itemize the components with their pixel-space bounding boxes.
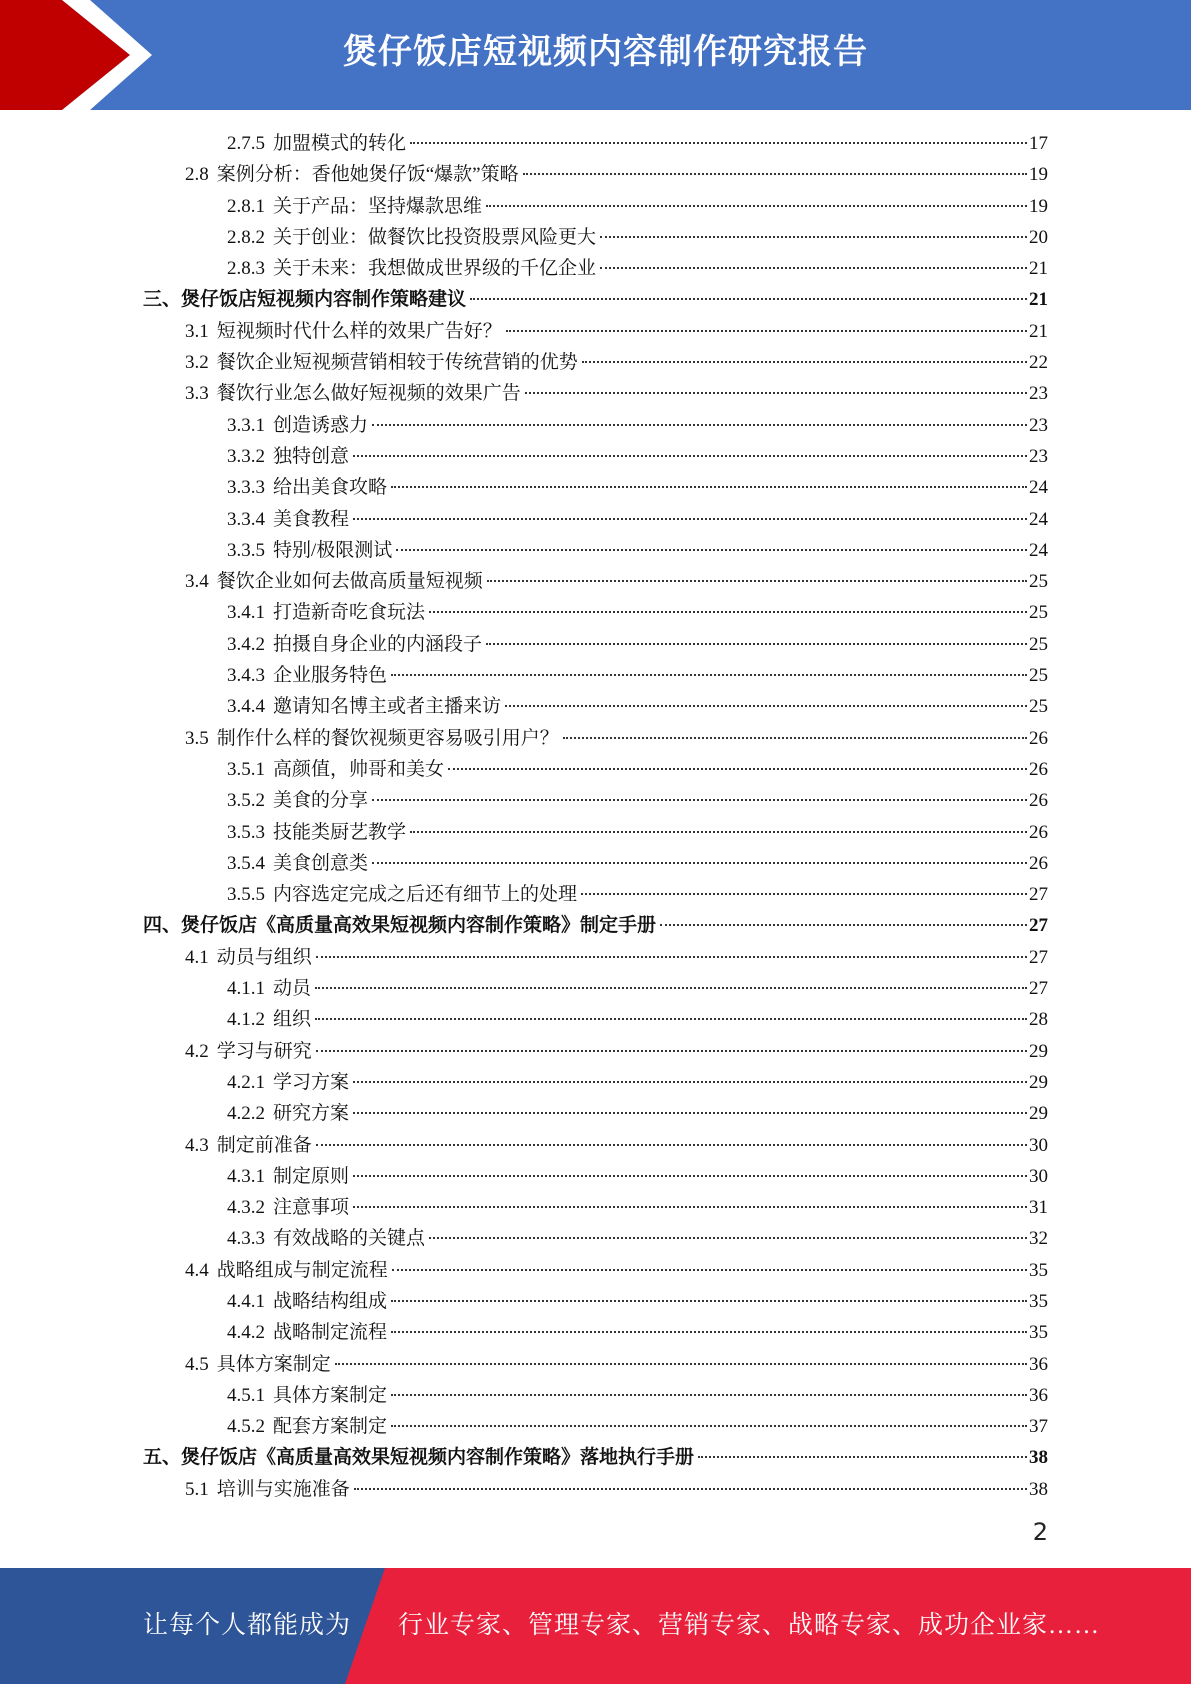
- toc-entry[interactable]: [143, 1161, 1048, 1192]
- toc-entry-number: 3.5: [185, 727, 209, 749]
- toc-entry-title: 培训与实施准备: [216, 1478, 350, 1500]
- footer-roles: 行业专家、管理专家、营销专家、战略专家、成功企业家……: [398, 1612, 1101, 1639]
- toc-entry-page: 17: [1029, 133, 1048, 154]
- toc-dot-leader: [353, 455, 1027, 457]
- toc-entry[interactable]: [143, 159, 1048, 190]
- toc-entry[interactable]: [143, 410, 1048, 441]
- toc-entry-page: 27: [1029, 915, 1048, 937]
- toc-entry-title: 邀请知名博主或者主播来访: [273, 696, 502, 718]
- toc-entry[interactable]: [143, 629, 1048, 660]
- toc-entry-title: 美食教程: [273, 508, 350, 530]
- toc-entry-page: 26: [1029, 852, 1048, 874]
- toc-dot-leader: [506, 330, 1027, 332]
- toc-dot-leader: [525, 392, 1027, 394]
- toc-entry-text: [227, 253, 596, 284]
- toc-entry-page: 36: [1029, 1384, 1048, 1406]
- toc-entry-title: 制作什么样的餐饮视频更容易吸引用户？: [216, 727, 559, 749]
- toc-entry-number: 3.4.2: [227, 633, 265, 655]
- toc-entry-number: 3.3.1: [227, 414, 265, 436]
- footer-slogan: 让每个人都能成为: [143, 1612, 352, 1639]
- toc-entry[interactable]: [143, 1223, 1048, 1254]
- toc-entry-page: 26: [1029, 727, 1048, 749]
- toc-entry-text: [227, 222, 596, 253]
- toc-entry-text: [227, 754, 444, 785]
- toc-entry-text: [227, 973, 311, 1004]
- toc-entry-text: [227, 1411, 387, 1442]
- toc-entry-number: 4.4.2: [227, 1322, 265, 1344]
- toc-entry[interactable]: [143, 128, 1048, 159]
- toc-entry[interactable]: [143, 754, 1048, 785]
- toc-entry[interactable]: [143, 942, 1048, 973]
- toc-dot-leader: [372, 862, 1027, 864]
- toc-dot-leader: [353, 1081, 1027, 1083]
- toc-entry-title: 具体方案制定: [216, 1353, 331, 1375]
- toc-dot-leader: [391, 1331, 1027, 1333]
- toc-dot-leader: [316, 1050, 1027, 1052]
- toc-entry[interactable]: [143, 1380, 1048, 1411]
- toc-entry[interactable]: [143, 191, 1048, 222]
- toc-entry-number: 3.1: [185, 320, 209, 342]
- toc-entry-number: 4.4.1: [227, 1290, 265, 1312]
- toc-entry-text: [227, 1067, 349, 1098]
- toc-entry-text: [227, 817, 406, 848]
- toc-dot-leader: [563, 737, 1027, 739]
- toc-entry-title: 美食的分享: [273, 790, 369, 812]
- toc-entry-number: 2.7.5: [227, 133, 265, 154]
- toc-entry[interactable]: [143, 785, 1048, 816]
- toc-entry-page: 21: [1029, 258, 1048, 280]
- toc-entry-page: 25: [1029, 665, 1048, 687]
- toc-entry[interactable]: [143, 347, 1048, 378]
- toc-entry-text: [227, 504, 349, 535]
- toc-entry-number: 3.3.5: [227, 539, 265, 561]
- toc-entry-page: 29: [1029, 1071, 1048, 1093]
- toc-entry-title: 具体方案制定: [273, 1384, 388, 1406]
- toc-dot-leader: [582, 361, 1027, 363]
- toc-dot-leader: [372, 799, 1027, 801]
- toc-dot-leader: [391, 674, 1027, 676]
- toc-entry-title: 企业服务特色: [273, 665, 388, 687]
- toc-entry-number: 3.4: [185, 571, 209, 593]
- toc-entry-text: [227, 785, 368, 816]
- toc-entry-number: 3.4.1: [227, 602, 265, 624]
- toc-dot-leader: [315, 1018, 1027, 1020]
- toc-entry-number: 2.8.1: [227, 195, 265, 217]
- toc-entry-number: 5.1: [185, 1478, 209, 1500]
- toc-dot-leader: [410, 142, 1027, 144]
- toc-entry[interactable]: [143, 660, 1048, 691]
- toc-entry-title: 动员: [273, 978, 312, 1000]
- toc-entry-title: 案例分析：香他她煲仔饭“爆款”策略: [216, 164, 519, 186]
- toc-dot-leader: [505, 705, 1027, 707]
- toc-entry-page: 25: [1029, 633, 1048, 655]
- toc-entry[interactable]: [143, 1474, 1048, 1505]
- toc-entry-number: 4.1.2: [227, 1009, 265, 1031]
- toc-dot-leader: [486, 643, 1027, 645]
- toc-dot-leader: [600, 236, 1027, 238]
- toc-entry-page: 19: [1029, 195, 1048, 217]
- toc-entry-number: 4.3: [185, 1134, 209, 1156]
- toc-entry-text: [185, 159, 519, 190]
- toc-dot-leader: [487, 580, 1027, 582]
- toc-entry-number: 4.3.2: [227, 1197, 265, 1219]
- toc-entry-title: 拍摄自身企业的内涵段子: [273, 633, 483, 655]
- toc-entry-page: 32: [1029, 1228, 1048, 1250]
- toc-dot-leader: [660, 924, 1027, 926]
- toc-dot-leader: [353, 518, 1027, 520]
- toc-entry-page: 21: [1029, 320, 1048, 342]
- toc-entry-title: 餐饮行业怎么做好短视频的效果广告: [216, 383, 521, 405]
- toc-entry-text: [227, 691, 501, 722]
- toc-entry[interactable]: [143, 504, 1048, 535]
- toc-entry-number: 4.5: [185, 1353, 209, 1375]
- toc-entry-page: 21: [1029, 289, 1048, 311]
- toc-entry-text: [227, 410, 368, 441]
- toc-entry[interactable]: [143, 1098, 1048, 1129]
- toc-entry-title: 注意事项: [273, 1197, 350, 1219]
- toc-entry[interactable]: [143, 1442, 1048, 1473]
- toc-entry-page: 26: [1029, 821, 1048, 843]
- toc-dot-leader: [354, 1488, 1027, 1490]
- toc-entry-text: [227, 191, 482, 222]
- toc-entry-text: [227, 128, 406, 159]
- toc-entry[interactable]: [143, 1349, 1048, 1380]
- toc-entry-title: 战略组成与制定流程: [216, 1259, 388, 1281]
- toc-entry-text: [185, 378, 521, 409]
- toc-entry-page: 23: [1029, 445, 1048, 467]
- toc-entry-page: 35: [1029, 1259, 1048, 1281]
- toc-dot-leader: [391, 1394, 1027, 1396]
- toc-entry-title: 独特创意: [273, 445, 350, 467]
- toc-entry-number: 2.8.2: [227, 226, 265, 248]
- toc-entry[interactable]: [143, 378, 1048, 409]
- toc-entry-text: [227, 660, 387, 691]
- toc-entry[interactable]: [143, 316, 1048, 347]
- toc-entry-text: [227, 1192, 349, 1223]
- toc-entry-page: 37: [1029, 1416, 1048, 1438]
- document-title: 煲仔饭店短视频内容制作研究报告: [343, 32, 868, 72]
- toc-entry-text: [227, 472, 387, 503]
- toc-dot-leader: [486, 205, 1027, 207]
- toc-entry-text: [227, 597, 425, 628]
- toc-entry[interactable]: [143, 879, 1048, 910]
- toc-entry-number: 4.2: [185, 1040, 209, 1062]
- toc-entry-page: 29: [1029, 1103, 1048, 1125]
- toc-entry-title: 创造诱惑力: [273, 414, 369, 436]
- page-number: 2: [1032, 1518, 1048, 1546]
- toc-entry-page: 27: [1029, 978, 1048, 1000]
- toc-entry-text: [185, 1349, 331, 1380]
- toc-entry-title: 关于创业：做餐饮比投资股票风险更大: [273, 226, 597, 248]
- toc-entry-text: [185, 316, 502, 347]
- toc-entry-text: [185, 566, 483, 597]
- toc-entry-title: 特别/极限测试: [273, 539, 393, 561]
- toc-entry-text: [227, 441, 349, 472]
- toc-entry-text: [143, 910, 656, 941]
- toc-entry-title: 打造新奇吃食玩法: [273, 602, 426, 624]
- toc-entry-page: 25: [1029, 696, 1048, 718]
- toc-dot-leader: [600, 267, 1027, 269]
- toc-dot-leader: [391, 486, 1027, 488]
- toc-entry-number: 3.4.4: [227, 696, 265, 718]
- toc-entry-number: 4.1: [185, 946, 209, 968]
- toc-entry-text: [227, 629, 482, 660]
- toc-entry-page: 38: [1029, 1478, 1048, 1500]
- toc-entry-page: 19: [1029, 164, 1048, 186]
- toc-entry[interactable]: [143, 222, 1048, 253]
- toc-entry[interactable]: [143, 691, 1048, 722]
- toc-entry-title: 动员与组织: [216, 946, 312, 968]
- toc-entry-title: 战略结构组成: [273, 1290, 388, 1312]
- toc-entry-text: [227, 879, 577, 910]
- toc-dot-leader: [335, 1363, 1027, 1365]
- toc-entry[interactable]: [143, 535, 1048, 566]
- toc-entry-number: 3.4.3: [227, 665, 265, 687]
- toc-entry-title: 组织: [273, 1009, 312, 1031]
- toc-entry[interactable]: [143, 1004, 1048, 1035]
- toc-entry[interactable]: [143, 1286, 1048, 1317]
- toc-dot-leader: [391, 1425, 1027, 1427]
- toc-entry[interactable]: [143, 284, 1048, 315]
- toc-entry[interactable]: [143, 1067, 1048, 1098]
- toc-entry-number: 2.8: [185, 164, 209, 186]
- toc-dot-leader: [353, 1206, 1027, 1208]
- toc-entry-number: 4.3.1: [227, 1165, 265, 1187]
- toc-entry-number: 3.3.2: [227, 445, 265, 467]
- toc-entry-text: [185, 942, 312, 973]
- toc-entry-text: [227, 1004, 311, 1035]
- toc-entry[interactable]: [143, 848, 1048, 879]
- toc-entry-number: 3.3.4: [227, 508, 265, 530]
- toc-entry-title: 内容选定完成之后还有细节上的处理: [273, 884, 578, 906]
- toc-entry-title: 五、煲仔饭店《高质量高效果短视频内容制作策略》落地执行手册: [143, 1447, 695, 1469]
- toc-entry-title: 关于未来：我想做成世界级的千亿企业: [273, 258, 597, 280]
- toc-entry-text: [185, 1130, 312, 1161]
- toc-entry[interactable]: [143, 1036, 1048, 1067]
- toc-entry-page: 22: [1029, 352, 1048, 374]
- toc-entry-page: 26: [1029, 790, 1048, 812]
- toc-entry-title: 战略制定流程: [273, 1322, 388, 1344]
- toc-entry[interactable]: [143, 1317, 1048, 1348]
- toc-entry-number: 3.5.5: [227, 884, 265, 906]
- page-footer: [0, 1568, 1191, 1684]
- toc-entry-title: 技能类厨艺教学: [273, 821, 407, 843]
- toc-entry-page: 38: [1029, 1447, 1048, 1469]
- toc-entry-text: [143, 284, 466, 315]
- toc-entry-title: 加盟模式的转化: [273, 133, 407, 154]
- toc-entry-page: 30: [1029, 1134, 1048, 1156]
- toc-dot-leader: [523, 173, 1027, 175]
- header-red-arrow: [0, 0, 150, 110]
- toc-entry-title: 高颜值，帅哥和美女: [273, 758, 445, 780]
- toc-entry-title: 给出美食攻略: [273, 477, 388, 499]
- toc-entry[interactable]: [143, 817, 1048, 848]
- toc-entry[interactable]: [143, 973, 1048, 1004]
- toc-dot-leader: [429, 1237, 1027, 1239]
- page-header: [0, 0, 1191, 110]
- toc-dot-leader: [396, 549, 1027, 551]
- toc-entry-page: 26: [1029, 758, 1048, 780]
- toc-dot-leader: [698, 1456, 1027, 1458]
- toc-entry-text: [227, 535, 392, 566]
- toc-entry-text: [185, 347, 578, 378]
- toc-entry-page: 27: [1029, 884, 1048, 906]
- toc-entry-page: 36: [1029, 1353, 1048, 1375]
- toc-entry-number: 4.1.1: [227, 978, 265, 1000]
- toc-entry-title: 学习与研究: [216, 1040, 312, 1062]
- toc-entry-title: 制定前准备: [216, 1134, 312, 1156]
- toc-entry-page: 24: [1029, 508, 1048, 530]
- toc-entry-page: 35: [1029, 1322, 1048, 1344]
- toc-entry[interactable]: [143, 472, 1048, 503]
- toc-entry-text: [227, 1223, 425, 1254]
- toc-entry-number: 4.5.2: [227, 1416, 265, 1438]
- toc-entry-page: 24: [1029, 477, 1048, 499]
- toc-dot-leader: [391, 1300, 1027, 1302]
- toc-entry[interactable]: [143, 1130, 1048, 1161]
- toc-entry-title: 餐饮企业短视频营销相较于传统营销的优势: [216, 352, 578, 374]
- toc-entry-text: [227, 1380, 387, 1411]
- toc-entry-page: 25: [1029, 571, 1048, 593]
- toc-entry[interactable]: [143, 253, 1048, 284]
- toc-entry-text: [185, 723, 559, 754]
- toc-entry-number: 4.2.1: [227, 1071, 265, 1093]
- toc-entry[interactable]: [143, 723, 1048, 754]
- toc-entry[interactable]: [143, 910, 1048, 941]
- toc-entry-page: 27: [1029, 946, 1048, 968]
- toc-entry-page: 24: [1029, 539, 1048, 561]
- toc-entry-number: 3.2: [185, 352, 209, 374]
- toc-entry-page: 20: [1029, 226, 1048, 248]
- toc-entry[interactable]: [143, 566, 1048, 597]
- toc-entry-number: 4.4: [185, 1259, 209, 1281]
- toc-entry-text: [227, 1098, 349, 1129]
- toc-dot-leader: [470, 298, 1027, 300]
- toc-entry-title: 餐饮企业如何去做高质量短视频: [216, 571, 483, 593]
- toc-entry-text: [227, 1161, 349, 1192]
- toc-entry-number: 4.5.1: [227, 1384, 265, 1406]
- toc-entry-title: 制定原则: [273, 1165, 350, 1187]
- toc-entry-text: [185, 1036, 312, 1067]
- toc-entry-title: 四、煲仔饭店《高质量高效果短视频内容制作策略》制定手册: [143, 915, 657, 937]
- toc-entry-page: 30: [1029, 1165, 1048, 1187]
- toc-entry-page: 35: [1029, 1290, 1048, 1312]
- toc-dot-leader: [581, 893, 1027, 895]
- toc-entry-page: 28: [1029, 1009, 1048, 1031]
- toc-dot-leader: [353, 1112, 1027, 1114]
- toc-entry-title: 美食创意类: [273, 852, 369, 874]
- toc-entry[interactable]: [143, 1411, 1048, 1442]
- toc-dot-leader: [410, 831, 1027, 833]
- toc-entry-title: 研究方案: [273, 1103, 350, 1125]
- toc-entry[interactable]: [143, 1255, 1048, 1286]
- toc-entry-title: 关于产品：坚持爆款思维: [273, 195, 483, 217]
- toc-entry-number: 3.5.3: [227, 821, 265, 843]
- toc-entry-number: 3.5.1: [227, 758, 265, 780]
- toc-entry-title: 短视频时代什么样的效果广告好？: [216, 320, 502, 342]
- toc-entry-number: 3.3: [185, 383, 209, 405]
- toc-entry-page: 25: [1029, 602, 1048, 624]
- toc-entry-page: 23: [1029, 383, 1048, 405]
- toc-dot-leader: [353, 1175, 1027, 1177]
- toc-entry[interactable]: [143, 597, 1048, 628]
- toc-entry-title: 三、煲仔饭店短视频内容制作策略建议: [143, 289, 467, 311]
- table-of-contents: [143, 128, 1048, 1505]
- toc-dot-leader: [429, 611, 1027, 613]
- toc-entry-page: 23: [1029, 414, 1048, 436]
- toc-entry-number: 2.8.3: [227, 258, 265, 280]
- toc-entry-number: 4.2.2: [227, 1103, 265, 1125]
- toc-entry-text: [227, 1317, 387, 1348]
- toc-dot-leader: [392, 1269, 1027, 1271]
- toc-entry-number: 3.5.4: [227, 852, 265, 874]
- toc-dot-leader: [315, 987, 1027, 989]
- toc-dot-leader: [316, 1144, 1027, 1146]
- toc-entry[interactable]: [143, 441, 1048, 472]
- toc-dot-leader: [316, 956, 1027, 958]
- toc-entry-number: 4.3.3: [227, 1228, 265, 1250]
- toc-entry-page: 31: [1029, 1197, 1048, 1219]
- toc-entry-page: 29: [1029, 1040, 1048, 1062]
- toc-entry-number: 3.5.2: [227, 790, 265, 812]
- toc-entry-text: [227, 1286, 387, 1317]
- toc-entry-text: [185, 1474, 350, 1505]
- toc-entry-number: 3.3.3: [227, 477, 265, 499]
- toc-dot-leader: [372, 424, 1027, 426]
- toc-entry-title: 有效战略的关键点: [273, 1228, 426, 1250]
- toc-entry-text: [185, 1255, 388, 1286]
- toc-entry-text: [227, 848, 368, 879]
- toc-entry-title: 配套方案制定: [273, 1416, 388, 1438]
- toc-entry-text: [143, 1442, 694, 1473]
- toc-entry-title: 学习方案: [273, 1071, 350, 1093]
- toc-entry[interactable]: [143, 1192, 1048, 1223]
- toc-dot-leader: [448, 768, 1027, 770]
